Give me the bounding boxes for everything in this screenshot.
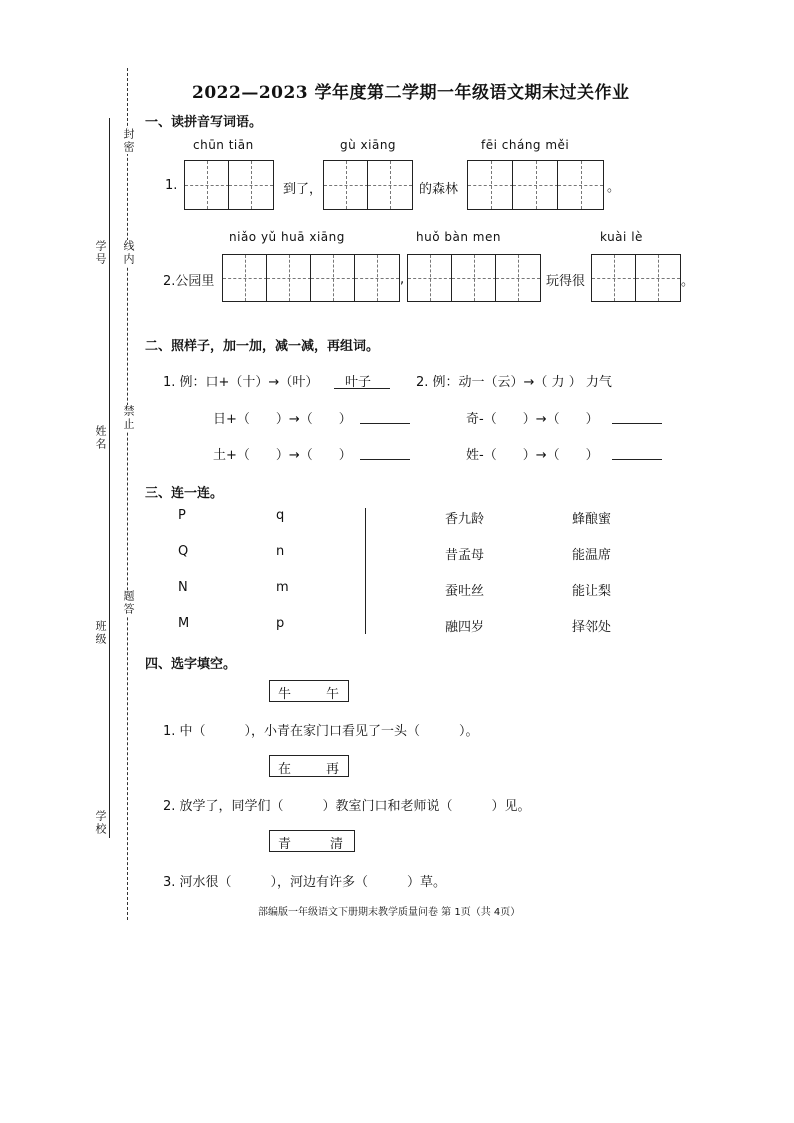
- match-upper-1: P: [178, 508, 186, 523]
- page-footer: 部编版一年级语文下册期末教学质量问卷 第 1页（共 4页）: [258, 907, 521, 918]
- match-lower-3: m: [276, 580, 289, 595]
- margin-label-school: 学校: [94, 810, 107, 836]
- seal-word-1: 封密: [122, 128, 135, 154]
- seal-word-2: 线内: [122, 240, 135, 266]
- fill-sentence-1: 1. 中（ ），小青在家门口看见了一头（ ）。: [163, 724, 479, 739]
- char-box[interactable]: [512, 160, 559, 210]
- section1-heading: 一、读拼音写词语。: [145, 115, 263, 130]
- match-upper-3: N: [178, 580, 188, 595]
- example-2: 2. 例：动一（云）→（ 力 ） 力气: [416, 375, 612, 390]
- char-box[interactable]: [266, 254, 312, 302]
- pinyin-2-3: kuài lè: [600, 230, 643, 244]
- choice-box-3: [269, 830, 355, 852]
- answer-blank[interactable]: [360, 423, 410, 424]
- match-phrase-a-4: 融四岁: [445, 620, 485, 635]
- char-box[interactable]: [310, 254, 356, 302]
- char-box[interactable]: [228, 160, 274, 210]
- section4-heading: 四、选字填空。: [145, 657, 237, 672]
- margin-line: [109, 118, 110, 838]
- char-box[interactable]: [591, 254, 637, 302]
- example-1-answer: 叶子: [345, 375, 372, 390]
- q1-text-1: 到了，: [283, 182, 323, 197]
- match-upper-2: Q: [178, 544, 189, 559]
- page-title: 2022—2023 学年度第二学期一年级语文期末过关作业: [192, 83, 630, 103]
- char-box[interactable]: [323, 160, 369, 210]
- match-lower-4: p: [276, 616, 285, 631]
- match-upper-4: M: [178, 616, 190, 631]
- char-box[interactable]: [222, 254, 268, 302]
- choice-char: 牛: [278, 687, 292, 702]
- choice-char: 青: [278, 837, 292, 852]
- match-phrase-a-3: 蚕吐丝: [445, 584, 485, 599]
- char-box[interactable]: [184, 160, 230, 210]
- q1-text-2: 的森林: [419, 182, 459, 197]
- pinyin-2-2: huǒ bàn men: [416, 230, 501, 244]
- q2-prefix: 2.公园里: [163, 274, 215, 289]
- section2-heading: 二、照样子，加一加，减一减，再组词。: [145, 339, 380, 354]
- seal-word-4: 题答: [122, 590, 135, 616]
- choice-char: 再: [326, 762, 340, 777]
- char-box[interactable]: [557, 160, 604, 210]
- answer-blank[interactable]: [612, 459, 662, 460]
- q1-end: 。: [607, 180, 621, 195]
- char-box[interactable]: [367, 160, 413, 210]
- char-box[interactable]: [495, 254, 541, 302]
- pinyin-1-2: gù xiāng: [340, 138, 397, 152]
- fill-sentence-3: 3. 河水很（ ），河边有许多（ ）草。: [163, 875, 447, 890]
- char-box[interactable]: [407, 254, 453, 302]
- example-1: 1. 例：口+（十）→（叶）: [163, 375, 319, 390]
- char-box[interactable]: [467, 160, 514, 210]
- fill-sentence-2: 2. 放学了，同学们（ ）教室门口和老师说（ ）见。: [163, 799, 531, 814]
- q1-number: 1.: [165, 178, 178, 193]
- match-phrase-a-2: 昔孟母: [445, 548, 485, 563]
- choice-char: 午: [326, 687, 340, 702]
- match-phrase-a-1: 香九龄: [445, 512, 485, 527]
- exercise-row-1-left: 日+（ ）→（ ）: [213, 412, 352, 427]
- answer-blank[interactable]: [612, 423, 662, 424]
- match-lower-2: n: [276, 544, 285, 559]
- margin-label-student-id: 学号: [94, 240, 107, 266]
- margin-label-class: 班级: [94, 620, 107, 646]
- match-phrase-b-4: 择邻处: [572, 620, 612, 635]
- q2-end: 。: [681, 274, 695, 289]
- match-phrase-b-1: 蜂酿蜜: [572, 512, 612, 527]
- char-box[interactable]: [451, 254, 497, 302]
- match-lower-1: q: [276, 508, 285, 523]
- exercise-row-2-right: 姓-（ ）→（ ）: [466, 448, 599, 463]
- choice-char: 在: [278, 762, 292, 777]
- choice-char: 清: [330, 837, 344, 852]
- answer-underline: [334, 388, 390, 389]
- match-phrase-b-3: 能让梨: [572, 584, 612, 599]
- margin-label-name: 姓名: [94, 425, 107, 451]
- section3-heading: 三、连一连。: [145, 486, 224, 501]
- answer-blank[interactable]: [360, 459, 410, 460]
- match-phrase-b-2: 能温席: [572, 548, 612, 563]
- binding-line: [127, 68, 128, 920]
- match-divider: [365, 508, 366, 634]
- char-box[interactable]: [354, 254, 400, 302]
- exercise-row-2-left: 土+（ ）→（ ）: [213, 448, 352, 463]
- char-box[interactable]: [635, 254, 681, 302]
- seal-word-3: 禁止: [122, 405, 135, 431]
- q2-comma: ,: [400, 272, 405, 287]
- pinyin-1-3: fēi cháng měi: [481, 138, 570, 152]
- q2-text: 玩得很: [546, 274, 586, 289]
- pinyin-2-1: niǎo yǔ huā xiāng: [229, 230, 345, 244]
- pinyin-1-1: chūn tiān: [193, 138, 254, 152]
- exercise-row-1-right: 奇-（ ）→（ ）: [466, 412, 599, 427]
- choice-box-1: [269, 680, 349, 702]
- choice-box-2: [269, 755, 349, 777]
